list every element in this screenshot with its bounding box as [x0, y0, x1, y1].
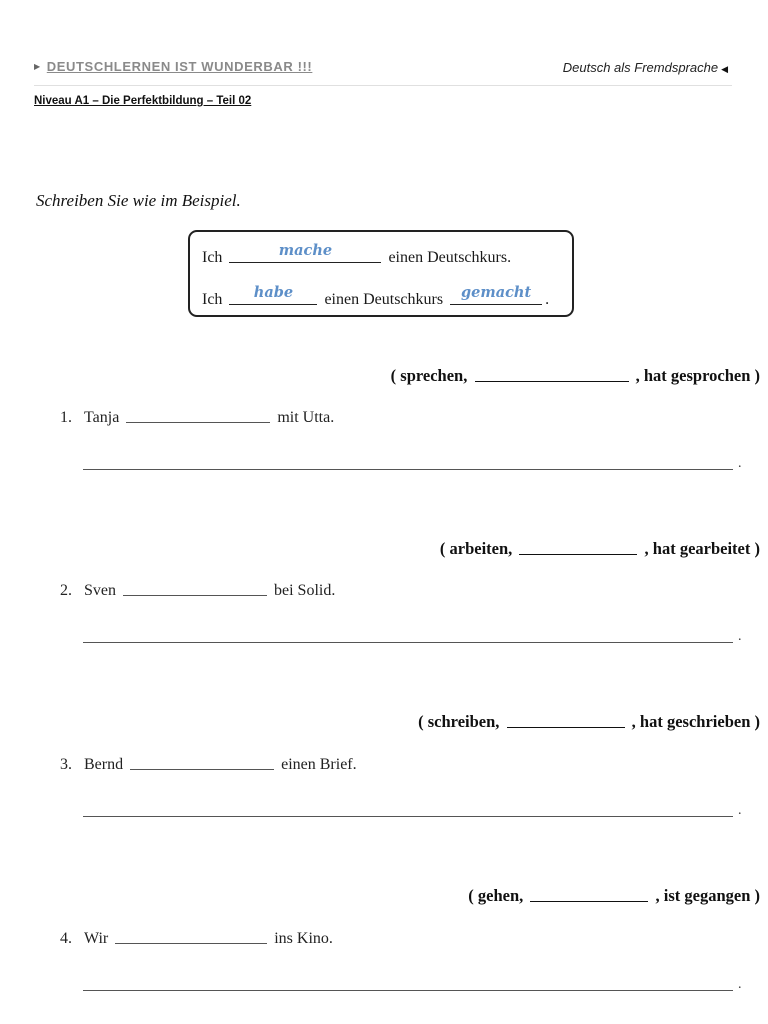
- subject-title: [563, 60, 728, 75]
- hint-verb: ( sprechen,: [390, 366, 468, 385]
- example-answer: mache: [278, 242, 333, 259]
- worksheet-title-text: DEUTSCHLERNEN IST WUNDERBAR !!!: [46, 59, 313, 74]
- level-line: Niveau A1 – Die Perfektbildung – Teil 02: [34, 95, 252, 107]
- example-line-1: [202, 242, 512, 267]
- exercise-item: [60, 582, 335, 600]
- exercise-item: [60, 930, 333, 948]
- header-divider: [34, 85, 732, 86]
- exercise-subject: Wir: [84, 930, 109, 947]
- example-aux: habe: [253, 284, 294, 301]
- fill-in-blank[interactable]: [126, 409, 270, 423]
- hint-line: [391, 366, 760, 386]
- triangle-left-icon: ◀: [721, 64, 728, 74]
- answer-line[interactable]: [83, 469, 733, 470]
- exercise-number: 4.: [60, 930, 72, 947]
- hint-verb: ( gehen,: [468, 886, 524, 905]
- fill-in-blank[interactable]: [130, 756, 274, 770]
- example-box: [188, 230, 574, 317]
- subject-title-text: Deutsch als Fremdsprache: [562, 60, 719, 75]
- exercise-rest: ins Kino.: [274, 930, 333, 947]
- answer-end-mark: .: [738, 456, 742, 471]
- triangle-right-icon: ▶: [34, 62, 41, 71]
- example-blank: [229, 242, 381, 263]
- example-rest: einen Deutschkurs.: [388, 249, 512, 266]
- exercise-item: [60, 756, 357, 774]
- example-blank: [229, 284, 317, 305]
- example-end: .: [545, 291, 550, 308]
- hint-line: [418, 712, 760, 732]
- exercise-rest: mit Utta.: [277, 409, 335, 426]
- exercise-subject: Sven: [84, 582, 116, 599]
- hint-blank[interactable]: [507, 713, 625, 728]
- example-middle: einen Deutschkurs: [324, 291, 444, 308]
- exercise-subject: Tanja: [84, 409, 120, 426]
- hint-blank[interactable]: [530, 887, 648, 902]
- answer-line[interactable]: [83, 642, 733, 643]
- hint-line: [468, 886, 760, 906]
- answer-end-mark: .: [738, 977, 742, 992]
- hint-perfect: , hat geschrieben ): [631, 712, 760, 731]
- hint-line: [440, 539, 760, 559]
- example-line-2: [202, 284, 550, 309]
- exercise-number: 3.: [60, 756, 72, 773]
- example-blank: [450, 284, 542, 305]
- exercise-rest: bei Solid.: [274, 582, 336, 599]
- exercise-item: [60, 409, 334, 427]
- exercise-number: 1.: [60, 409, 72, 426]
- answer-line[interactable]: [83, 816, 733, 817]
- exercise-subject: Bernd: [84, 756, 124, 773]
- hint-blank[interactable]: [519, 540, 637, 555]
- fill-in-blank[interactable]: [123, 582, 267, 596]
- example-subject: Ich: [202, 249, 223, 266]
- worksheet-title: [34, 59, 312, 74]
- answer-line[interactable]: [83, 990, 733, 991]
- exercise-number: 2.: [60, 582, 72, 599]
- instruction: Schreiben Sie wie im Beispiel.: [36, 191, 241, 210]
- answer-end-mark: .: [738, 629, 742, 644]
- example-participle: gemacht: [460, 284, 532, 301]
- fill-in-blank[interactable]: [115, 930, 267, 944]
- answer-end-mark: .: [738, 803, 742, 818]
- exercise-rest: einen Brief.: [281, 756, 357, 773]
- example-subject: Ich: [202, 291, 223, 308]
- hint-perfect: , hat gesprochen ): [635, 366, 760, 385]
- hint-verb: ( schreiben,: [418, 712, 500, 731]
- hint-verb: ( arbeiten,: [439, 539, 513, 558]
- hint-blank[interactable]: [475, 367, 629, 382]
- hint-perfect: , hat gearbeitet ): [644, 539, 760, 558]
- hint-perfect: , ist gegangen ): [655, 886, 760, 905]
